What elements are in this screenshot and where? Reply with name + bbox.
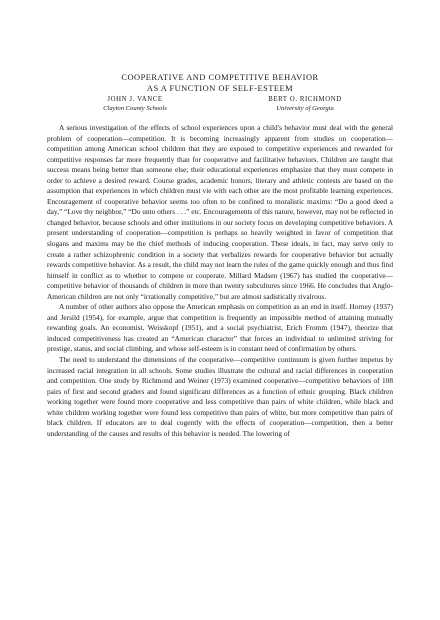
paragraph-3: The need to understand the dimensions of the cooperative—competitive continuum is given further impetus by increased racial integration in all schools. Some studies illustrate the cultural and racial differences in cooperation and competition. One study by Richmond and Weiner (1973) examined cooperative—competitive behaviors of 108 pairs of first and second graders and found significant differences as a function of ethnic grouping. Black children working together were found more cooperative and less competitive than pairs of white children, while black and white children working together were found less competitive than pairs of white, but more competitive than pairs of black children. If educators are to deal cogently with the effects of cooperation—competition, then a better understanding of the causes and results of this behavior is needed. The lowering of xyxy=(47,355,393,438)
article-title xyxy=(0,72,440,94)
article-title-line-2: AS A FUNCTION OF SELF-ESTEEM xyxy=(146,84,294,93)
article-title-line-1: COOPERATIVE AND COMPETITIVE BEHAVIOR xyxy=(121,73,319,82)
paragraph-2: A number of other authors also oppose the American emphasis on competition as an end in itself. Horney (1937) and Jersild (1954), for example, argue that competition is frequently an impossible method of attaining mutually rewarding goals. An economist, Weisskopf (1951), and a social psychiatrist, Erich Fromm (1947), theorize that induced competitiveness has created an “American character” that forces an individual to unlimited striving for prestige, status, and social climbing, and whose self-esteem is in constant need of confirmation by others. xyxy=(47,302,393,354)
author-1 xyxy=(60,95,210,113)
paragraph-1: A serious investigation of the effects of school experiences upon a child's behavior must deal with the general problem of cooperation—competition. It is becoming increasingly apparent from studies on cooperation—competition among American school children that they are exposed to competitive experiences and rewarded for competitive responses far more frequently than for cooperative and facilitative behaviors. Children are taught that success means being better than someone else; their educational experiences emphasize that they must compete in order to achieve a desired reward. Course grades, academic honors, literary and athletic contests are based on the assumption that experiences in which children must vie with each other are the most profitable learning experiences. Encouragement of cooperative behavior seems too often to be confined to moralistic maxims: “Do a good deed a day,” “Love thy neighbor,” “Do unto others . . .” etc. Encouragements of this nature, however, may not be reflected in changed behavior, because schools and other institutions in our society focus on developing competitive behaviors. A present understanding of cooperation—competition is perhaps so heavily weighted in favor of competition that slogans and maxims may be the chief methods of inducing cooperation. These ideals, in fact, may serve only to create a rather schizophrenic condition in a society that verbalizes rewards for cooperative behavior but actually rewards competitive behavior. As a result, the child may not learn the rules of the game quickly enough and thus find himself in conflict as to whether to compete or cooperate. Millard Madsen (1967) has studied the cooperative—competitive behavior of thousands of children in more than twenty subcultures since 1966. He concludes that Anglo-American children are not only “irrationally competitive,” but are almost sadistically rivalrous. xyxy=(47,123,394,301)
author-2-name: BERT O. RICHMOND xyxy=(268,96,342,103)
author-2 xyxy=(230,95,380,113)
article-body xyxy=(47,123,393,439)
author-1-name: JOHN J. VANCE xyxy=(107,96,163,103)
author-1-affiliation: Clayton County Schools xyxy=(103,105,167,112)
author-2-affiliation: University of Georgia xyxy=(276,105,334,112)
